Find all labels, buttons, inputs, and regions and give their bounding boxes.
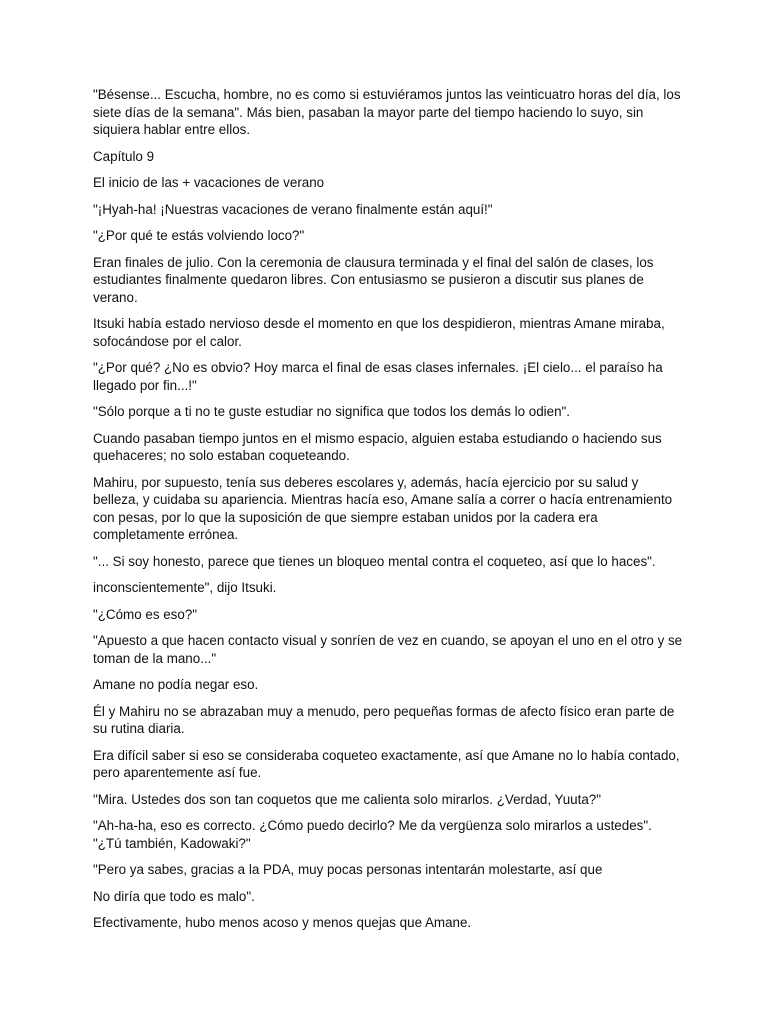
- chapter-heading: Capítulo 9: [93, 148, 155, 164]
- paragraph-15: "Apuesto a que hacen contacto visual y sonríen de vez en cuando, se apoyan el uno en el otro y se toman de la mano...": [93, 633, 683, 666]
- paragraph-19: "Mira. Ustedes dos son tan coquetos que me calienta solo mirarlos. ¿Verdad, Yuuta?": [93, 791, 601, 807]
- paragraph-9: "Sólo porque a ti no te guste estudiar no significa que todos los demás lo odien".: [93, 404, 570, 419]
- paragraph-23: Efectivamente, hubo menos acoso y menos quejas que Amane.: [93, 915, 472, 930]
- paragraph-13: inconscientemente", dijo Itsuki.: [93, 580, 277, 595]
- paragraph-5: "¿Por qué te estás volviendo loco?": [93, 228, 305, 243]
- paragraph-4: "¡Hyah-ha! ¡Nuestras vacaciones de verano finalmente están aquí!": [93, 201, 493, 217]
- paragraph-7: Itsuki había estado nervioso desde el momento en que los despidieron, mientras Amane miraba, sofocándose por el calor.: [93, 316, 665, 349]
- paragraph-1: "Bésense... Escucha, hombre, no es como si estuviéramos juntos las veinticuatro horas del día, los siete días de la semana". Más bien, pasaban la mayor parte del tiempo haciendo lo suyo, sin siquiera hablar entre ellos.: [93, 87, 681, 137]
- paragraph-6: Eran finales de julio. Con la ceremonia de clausura terminada y el final del salón de clases, los estudiantes finalmente quedaron libres. Con entusiasmo se pusieron a discutir sus planes de verano.: [93, 254, 654, 305]
- paragraph-12: "... Si soy honesto, parece que tienes un bloqueo mental contra el coqueteo, así que lo haces".: [93, 553, 656, 569]
- paragraph-10: Cuando pasaban tiempo juntos en el mismo espacio, alguien estaba estudiando o haciendo sus quehaceres; no solo estaban coqueteando.: [93, 430, 662, 463]
- paragraph-21: "Pero ya sabes, gracias a la PDA, muy pocas personas intentarán molestarte, así que: [93, 862, 603, 877]
- chapter-title: El inicio de las + vacaciones de verano: [93, 175, 325, 190]
- paragraph-20: "Ah-ha-ha, eso es correcto. ¿Cómo puedo decirlo? Me da vergüenza solo mirarlos a ustedes". "¿Tú también, Kadowaki?": [93, 818, 652, 851]
- paragraph-8: "¿Por qué? ¿No es obvio? Hoy marca el final de esas clases infernales. ¡El cielo... el paraíso ha llegado por fin...!": [93, 360, 663, 393]
- document-page: [93, 86, 683, 941]
- paragraph-18: Era difícil saber si eso se consideraba coqueteo exactamente, así que Amane no lo había contado, pero aparentemente así fue.: [93, 747, 680, 780]
- paragraph-16: Amane no podía negar eso.: [93, 677, 259, 692]
- paragraph-14: "¿Cómo es eso?": [93, 606, 198, 622]
- paragraph-22: No diría que todo es malo".: [93, 888, 255, 904]
- paragraph-11: Mahiru, por supuesto, tenía sus deberes escolares y, además, hacía ejercicio por su salud y belleza, y cuidaba su apariencia. Mientras hacía eso, Amane salía a correr o hacía entrenamiento con pesas, por lo que la suposición de que siempre estaban unidos por la cadera era completamente errónea.: [93, 474, 673, 542]
- paragraph-17: Él y Mahiru no se abrazaban muy a menudo, pero pequeñas formas de afecto físico eran parte de su rutina diaria.: [93, 703, 675, 736]
